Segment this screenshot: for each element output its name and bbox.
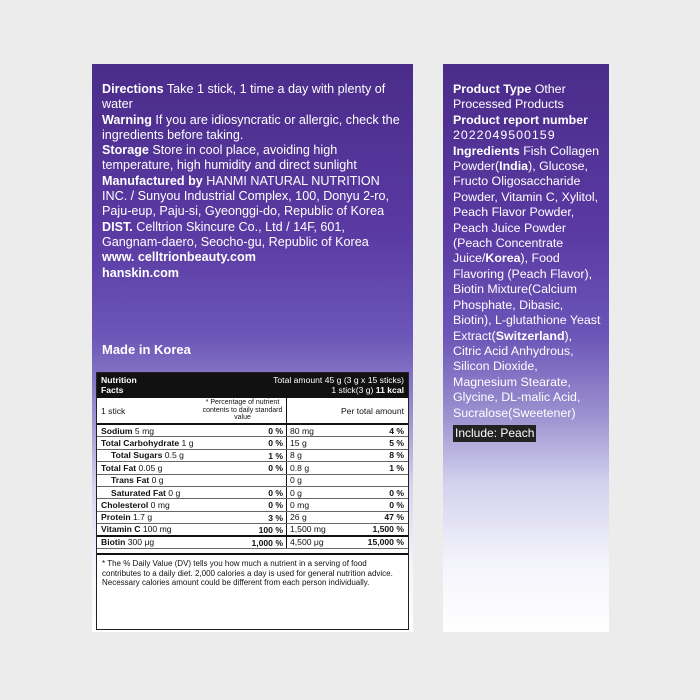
nutrient-total-pct: 47 % [384, 512, 404, 523]
nutrient-total-pct: 1 % [389, 462, 404, 473]
nutrition-row [97, 537, 408, 549]
nutrient-total-amount: 0 g [290, 475, 302, 486]
nutrient-daily-pct: 0 % [251, 487, 287, 498]
nutrition-facts-table [96, 372, 409, 630]
product-type: Product Type Other Processed Products [453, 82, 566, 112]
nutrient-daily-pct: 100 % [251, 524, 287, 534]
label-text-block [102, 82, 407, 281]
nutrient-total-pct: 1,500 % [372, 524, 404, 535]
nutrition-row [97, 462, 408, 474]
nutrition-row [97, 475, 408, 487]
storage: Storage Store in cool place, avoiding high temperature, high humidity and direct sunlight [102, 143, 357, 173]
nutrition-title: Nutrition Facts [101, 375, 137, 395]
warning: Warning If you are idiosyncratic or allergic, check the ingredients before taking. [102, 112, 400, 142]
nutrition-rows [97, 425, 408, 549]
nutrient-daily-pct: 0 % [251, 499, 287, 510]
nutrition-row [97, 524, 408, 536]
nutrition-total: Total amount 45 g (3 g x 15 sticks) 1 stick(3 g) 11 kcal [273, 375, 404, 395]
report-number: 2022049500159 [453, 128, 556, 143]
nutrient-total-pct: 0 % [389, 487, 404, 498]
nutrient-total-amount: 4,500 μg [290, 537, 324, 548]
nutrient-name: Total Fat 0.05 g [101, 462, 163, 473]
nutrient-total-amount: 15 g [290, 438, 307, 449]
nutrient-total-pct: 4 % [389, 425, 404, 436]
nutrient-total-pct: 0 % [389, 500, 404, 511]
manufacturer: Manufactured by HANMI NATURAL NUTRITION INC. / Sunyou Industrial Complex, 100, Donyu 2-ro, Paju-eup, Paju-si, Gyeonggi-do, Republic of Korea [102, 173, 389, 219]
nutrient-name: Cholesterol 0 mg [101, 500, 170, 511]
website-celltrion: www. celltrionbeauty.com [102, 250, 256, 265]
nutrient-total-pct: 8 % [389, 450, 404, 461]
ingredients: Ingredients Fish Collagen Powder(India), Glucose, Fructo Oligosaccharide Powder, Vitamin C, Xylitol, Peach Flavor Powder, Peach Juice Powder (Peach Concentrate Juice/Korea), Food Flavoring (Peach Flavor), Biotin Mixture(Calcium Phosphate, Dibasic, Biotin), L-glutathione Yeast Extract(Switzerland), Citric Acid Anhydrous, Silicon Dioxide, Magnesium Stearate, Glycine, DL-malic Acid, Sucralose(Sweetener) [453, 143, 601, 420]
include-badge: Include: Peach [453, 425, 536, 442]
nutrient-total-amount: 0 mg [290, 500, 310, 511]
nutrient-total-amount: 0.8 g [290, 462, 310, 473]
nutrient-daily-pct: 1,000 % [251, 537, 287, 548]
left-label-panel [92, 64, 413, 632]
nutrient-name: Protein 1.7 g [101, 512, 153, 523]
nutrient-daily-pct [251, 475, 287, 486]
nutrition-row [97, 487, 408, 499]
nutrient-name: Total Sugars 0.5 g [111, 450, 184, 461]
nutrient-name: Sodium 5 mg [101, 425, 155, 436]
nutrient-name: Biotin 300 μg [101, 537, 155, 548]
nutrition-row [97, 499, 408, 511]
nutrient-name: Vitamin C 100 mg [101, 524, 172, 535]
nutrient-total-pct: 15,000 % [367, 537, 404, 548]
nutrient-daily-pct: 0 % [251, 462, 287, 473]
nutrition-row [97, 512, 408, 524]
nutrient-name: Trans Fat 0 g [111, 475, 164, 486]
nutrient-total-amount: 1,500 mg [290, 524, 326, 535]
made-in-korea: Made in Korea [102, 342, 191, 357]
distributor: DIST. Celltrion Skincure Co., Ltd / 14F, 601, Gangnam-daero, Seocho-gu, Republic of Korea [102, 219, 369, 249]
nutrient-name: Saturated Fat 0 g [111, 487, 181, 498]
nutrient-daily-pct: 3 % [251, 512, 287, 523]
website-hanskin: hanskin.com [102, 265, 179, 280]
nutrient-total-amount: 80 mg [290, 425, 314, 436]
right-label-panel [443, 64, 609, 632]
nutrition-row [97, 437, 408, 449]
ingredients-block [453, 82, 603, 442]
directions: Directions Take 1 stick, 1 time a day with plenty of water [102, 82, 386, 112]
report-number-label: Product report number [453, 112, 588, 127]
nutrition-row [97, 425, 408, 437]
nutrient-total-pct: 5 % [389, 438, 404, 449]
nutrient-daily-pct: 0 % [251, 437, 287, 448]
nutrient-daily-pct: 1 % [251, 450, 287, 461]
nutrition-row [97, 450, 408, 462]
nutrient-total-amount: 0 g [290, 487, 302, 498]
nutrient-name: Total Carbohydrate 1 g [101, 438, 194, 449]
nutrient-total-amount: 8 g [290, 450, 302, 461]
nutrition-header [97, 373, 408, 398]
nutrition-subheader: 1 stick * Percentage of nutrient contents to daily standard value Per total amount [97, 398, 408, 425]
nutrient-total-amount: 26 g [290, 512, 307, 523]
nutrient-daily-pct: 0 % [251, 425, 287, 436]
nutrition-footnote: * The % Daily Value (DV) tells you how much a nutrient in a serving of food contributes to a daily diet. 2,000 calories a day is used for general nutrition advice. Necessary calories amount could be different from each person individually. [97, 553, 408, 592]
